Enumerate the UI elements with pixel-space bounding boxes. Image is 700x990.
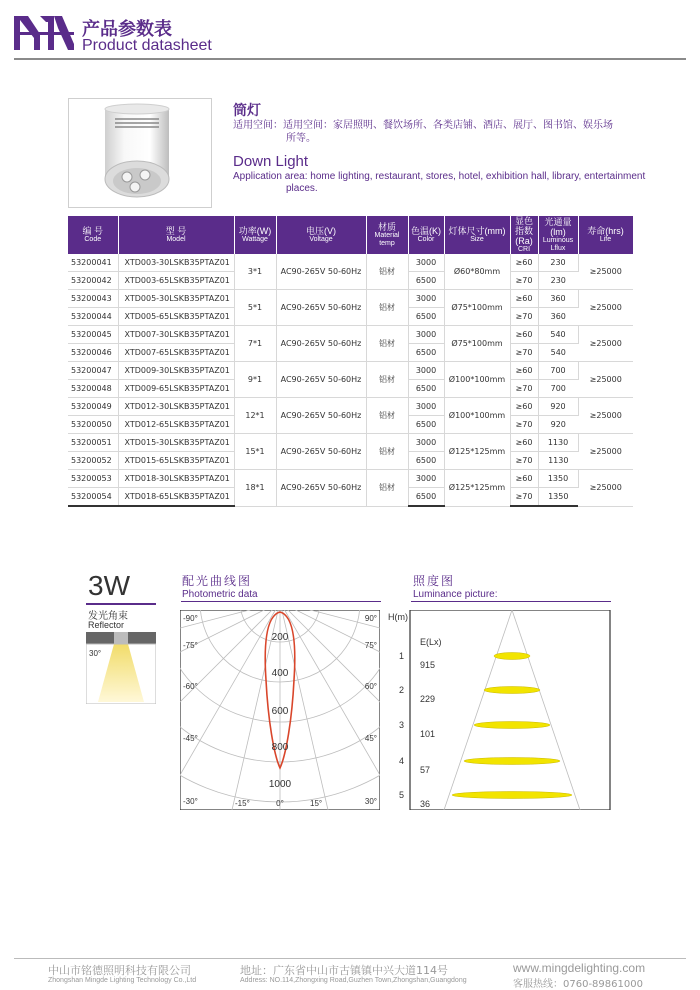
column-header-en: CRI	[517, 246, 531, 253]
angle-label-right-3: 45°	[364, 734, 377, 743]
column-header-cn: 灯体尺寸(mm)	[448, 226, 506, 236]
angle-label-bottom-0: -15°	[235, 799, 250, 808]
size-cell: Ø100*100mm	[444, 398, 510, 434]
column-header-cn: 型 号	[165, 226, 187, 236]
table-row	[68, 254, 633, 272]
life-cell: ≥25000	[578, 254, 633, 290]
model-cell: XTD009-65LSKB35PTAZ01	[118, 380, 234, 398]
size-cell: Ø75*100mm	[444, 326, 510, 362]
cri-cell: ≥70	[510, 488, 538, 507]
flux-cell: 1130	[538, 452, 578, 470]
column-header-cn: 功率(W)	[238, 226, 272, 236]
cri-cell: ≥70	[510, 272, 538, 290]
voltage-cell: AC90-265V 50-60Hz	[276, 290, 366, 326]
angle-label-right-4: 30°	[364, 797, 377, 806]
material-cell: 铝材	[366, 326, 408, 362]
voltage-cell: AC90-265V 50-60Hz	[276, 434, 366, 470]
code-cell: 53200053	[68, 470, 118, 488]
wattage-cell: 12*1	[234, 398, 276, 434]
table-row	[68, 290, 633, 308]
code-cell: 53200046	[68, 344, 118, 362]
code-cell: 53200042	[68, 272, 118, 290]
column-header-8	[538, 216, 578, 254]
header-title-en: Product datasheet	[82, 37, 212, 54]
material-cell: 铝材	[366, 254, 408, 290]
flux-cell: 700	[538, 362, 578, 380]
polar-chart	[180, 610, 380, 810]
table-header-row	[68, 216, 633, 254]
cri-cell: ≥60	[510, 254, 538, 272]
photometric-underline	[181, 601, 381, 602]
column-header-cn: 显色 指数 (Ra)	[514, 216, 533, 246]
intensity-600: 600	[271, 706, 289, 717]
angle-label-left-4: -30°	[183, 797, 198, 806]
cct-cell: 6500	[408, 488, 444, 507]
intensity-200: 200	[271, 632, 289, 643]
angle-label-right-0: 90°	[364, 614, 377, 623]
height-label-2: 2	[398, 685, 404, 695]
cct-cell: 3000	[408, 362, 444, 380]
model-cell: XTD012-30LSKB35PTAZ01	[118, 398, 234, 416]
code-cell: 53200051	[68, 434, 118, 452]
height-label-1: 1	[398, 651, 404, 661]
cri-cell: ≥60	[510, 326, 538, 344]
material-cell: 铝材	[366, 362, 408, 398]
cct-cell: 3000	[408, 254, 444, 272]
cct-cell: 6500	[408, 416, 444, 434]
lux-value-4: 57	[420, 765, 431, 775]
luminance-underline	[411, 601, 611, 602]
angle-label-left-2: -60°	[183, 682, 198, 691]
table-row	[68, 326, 633, 344]
cri-cell: ≥70	[510, 344, 538, 362]
column-header-1	[118, 216, 234, 254]
column-header-cn: 寿命(hrs)	[587, 226, 624, 236]
intensity-800: 800	[271, 742, 289, 753]
lux-value-1: 915	[420, 660, 436, 670]
angle-label-left-1: -75°	[183, 641, 198, 650]
footer-hotline: 客服热线：0760-89861000	[513, 979, 643, 990]
flux-cell: 540	[538, 326, 578, 344]
product-name-cn: 筒灯	[233, 103, 261, 119]
model-cell: XTD007-65LSKB35PTAZ01	[118, 344, 234, 362]
flux-cell: 920	[538, 416, 578, 434]
wattage-cell: 3*1	[234, 254, 276, 290]
lux-value-5: 36	[420, 799, 431, 809]
model-cell: XTD007-30LSKB35PTAZ01	[118, 326, 234, 344]
life-cell: ≥25000	[578, 290, 633, 326]
cct-cell: 6500	[408, 452, 444, 470]
reflector-label-en: Reflector	[88, 620, 125, 630]
column-header-en: Material temp	[374, 232, 400, 247]
column-header-en: Size	[470, 236, 484, 243]
code-cell: 53200041	[68, 254, 118, 272]
code-cell: 53200045	[68, 326, 118, 344]
footer-address-en: Address: NO.114,Zhongxing Road,Guzhen Town,Zhongshan,Guangdong	[240, 977, 467, 984]
model-cell: XTD005-65LSKB35PTAZ01	[118, 308, 234, 326]
wattage-cell: 5*1	[234, 290, 276, 326]
cct-cell: 6500	[408, 308, 444, 326]
flux-cell: 360	[538, 308, 578, 326]
application-en	[233, 171, 653, 195]
reflector-diagram	[86, 632, 156, 704]
model-cell: XTD018-30LSKB35PTAZ01	[118, 470, 234, 488]
flux-cell: 540	[538, 344, 578, 362]
model-cell: XTD015-65LSKB35PTAZ01	[118, 452, 234, 470]
flux-cell: 920	[538, 398, 578, 416]
flux-cell: 1350	[538, 470, 578, 488]
model-cell: XTD009-30LSKB35PTAZ01	[118, 362, 234, 380]
height-axis-label: H(m)	[388, 612, 408, 622]
wattage-cell: 7*1	[234, 326, 276, 362]
material-cell: 铝材	[366, 290, 408, 326]
voltage-cell: AC90-265V 50-60Hz	[276, 326, 366, 362]
column-header-5	[408, 216, 444, 254]
footer-company-en: Zhongshan Mingde Lighting Technology Co.,Ltd	[48, 977, 197, 984]
flux-cell: 230	[538, 272, 578, 290]
column-header-7	[510, 216, 538, 254]
flux-cell: 230	[538, 254, 578, 272]
voltage-cell: AC90-265V 50-60Hz	[276, 470, 366, 507]
column-header-cn: 编 号	[82, 226, 103, 236]
size-cell: Ø125*125mm	[444, 470, 510, 507]
table-row	[68, 398, 633, 416]
cct-cell: 6500	[408, 380, 444, 398]
lux-value-3: 101	[420, 729, 436, 739]
life-cell: ≥25000	[578, 398, 633, 434]
angle-label-left-3: -45°	[183, 734, 198, 743]
model-cell: XTD018-65LSKB35PTAZ01	[118, 488, 234, 507]
cri-cell: ≥60	[510, 362, 538, 380]
life-cell: ≥25000	[578, 434, 633, 470]
column-header-en: Wattage	[242, 236, 268, 243]
cct-cell: 6500	[408, 344, 444, 362]
code-cell: 53200047	[68, 362, 118, 380]
angle-label-right-1: 75°	[364, 641, 377, 650]
application-cn-line2: 所等。	[286, 133, 316, 144]
application-cn	[233, 119, 653, 145]
table-row	[68, 470, 633, 488]
cct-cell: 3000	[408, 398, 444, 416]
product-name-en: Down Light	[233, 153, 309, 170]
cri-cell: ≥70	[510, 380, 538, 398]
flux-cell: 1350	[538, 488, 578, 507]
luminance-title-cn: 照度图	[413, 574, 456, 588]
angle-label-right-2: 60°	[364, 682, 377, 691]
life-cell: ≥25000	[578, 470, 633, 507]
cri-cell: ≥60	[510, 398, 538, 416]
light-spot-5	[452, 792, 572, 799]
angle-label-bottom-1: 0°	[276, 799, 284, 808]
luminance-title-en: Luminance picture:	[413, 589, 498, 600]
cri-cell: ≥70	[510, 416, 538, 434]
cct-cell: 3000	[408, 470, 444, 488]
wattage-cell: 18*1	[234, 470, 276, 507]
voltage-cell: AC90-265V 50-60Hz	[276, 254, 366, 290]
downlight-image	[69, 99, 211, 207]
application-en-line2: places.	[286, 183, 318, 194]
height-label-5: 5	[398, 790, 404, 800]
wattage-cell: 15*1	[234, 434, 276, 470]
spec-table	[68, 216, 634, 507]
code-cell: 53200054	[68, 488, 118, 507]
cct-cell: 3000	[408, 290, 444, 308]
footer-address-cn: 地址：广东省中山市古镇镇中兴大道114号	[240, 964, 448, 977]
wattage-underline	[86, 603, 156, 605]
column-header-en: Code	[84, 236, 102, 243]
footer-divider	[14, 958, 686, 959]
lux-value-2: 229	[420, 694, 436, 704]
model-cell: XTD003-65LSKB35PTAZ01	[118, 272, 234, 290]
column-header-4	[366, 216, 408, 254]
flux-cell: 1130	[538, 434, 578, 452]
column-header-en: Color	[417, 236, 435, 243]
material-cell: 铝材	[366, 434, 408, 470]
code-cell: 53200049	[68, 398, 118, 416]
code-cell: 53200043	[68, 290, 118, 308]
column-header-3	[276, 216, 366, 254]
cri-cell: ≥60	[510, 470, 538, 488]
column-header-cn: 光通量 (lm)	[544, 217, 572, 237]
code-cell: 53200050	[68, 416, 118, 434]
size-cell: Ø60*80mm	[444, 254, 510, 290]
material-cell: 铝材	[366, 398, 408, 434]
code-cell: 53200048	[68, 380, 118, 398]
flux-cell: 700	[538, 380, 578, 398]
beam-angle-label: 30°	[89, 649, 102, 658]
footer-company-cn: 中山市铭德照明科技有限公司	[48, 964, 191, 977]
cct-cell: 6500	[408, 272, 444, 290]
wattage-cell: 9*1	[234, 362, 276, 398]
light-spot-1	[494, 653, 530, 660]
life-cell: ≥25000	[578, 362, 633, 398]
column-header-6	[444, 216, 510, 254]
size-cell: Ø125*125mm	[444, 434, 510, 470]
model-cell: XTD012-65LSKB35PTAZ01	[118, 416, 234, 434]
cri-cell: ≥60	[510, 290, 538, 308]
company-logo	[14, 14, 76, 52]
light-spot-4	[464, 758, 560, 765]
column-header-en: Luminous Lflux	[542, 237, 574, 252]
cct-cell: 3000	[408, 326, 444, 344]
voltage-cell: AC90-265V 50-60Hz	[276, 398, 366, 434]
wattage-heading: 3W	[88, 570, 130, 601]
angle-label-left-0: -90°	[183, 614, 198, 623]
light-spot-2	[484, 687, 540, 694]
code-cell: 53200052	[68, 452, 118, 470]
column-header-cn: 电压(V)	[306, 226, 336, 236]
intensity-400: 400	[271, 668, 289, 679]
model-cell: XTD005-30LSKB35PTAZ01	[118, 290, 234, 308]
voltage-cell: AC90-265V 50-60Hz	[276, 362, 366, 398]
luminance-chart	[384, 610, 614, 810]
application-en-line1: Application area: home lighting, restaurant, stores, hotel, exhibition hall, library, entertainment	[233, 171, 646, 182]
material-cell: 铝材	[366, 470, 408, 507]
light-spot-3	[474, 722, 550, 729]
cri-cell: ≥70	[510, 452, 538, 470]
intensity-1000: 1000	[268, 779, 292, 790]
application-cn-line1: 适用空间：适用空间：家居照明、餐饮场所、各类店铺、酒店、展厅、图书馆、娱乐场	[233, 120, 613, 131]
photometric-title-cn: 配光曲线图	[182, 574, 253, 588]
table-row	[68, 362, 633, 380]
column-header-cn: 色温(K)	[411, 226, 441, 236]
model-cell: XTD015-30LSKB35PTAZ01	[118, 434, 234, 452]
photometric-title-en: Photometric data	[182, 589, 258, 600]
cri-cell: ≥60	[510, 434, 538, 452]
life-cell: ≥25000	[578, 326, 633, 362]
header-title-cn: 产品参数表	[82, 19, 172, 40]
flux-cell: 360	[538, 290, 578, 308]
code-cell: 53200044	[68, 308, 118, 326]
column-header-cn: 材质	[377, 222, 396, 232]
cct-cell: 3000	[408, 434, 444, 452]
size-cell: Ø75*100mm	[444, 290, 510, 326]
cri-cell: ≥70	[510, 308, 538, 326]
column-header-en: Model	[166, 236, 186, 243]
column-header-en: Life	[599, 236, 612, 243]
header-divider	[14, 58, 686, 60]
lux-axis-label: E(Lx)	[420, 637, 442, 647]
reflector-label-cn: 发光角束	[88, 611, 128, 622]
height-label-4: 4	[398, 756, 404, 766]
height-label-3: 3	[398, 720, 404, 730]
column-header-en: Voltage	[309, 236, 333, 243]
table-row	[68, 434, 633, 452]
column-header-2	[234, 216, 276, 254]
size-cell: Ø100*100mm	[444, 362, 510, 398]
column-header-0	[68, 216, 118, 254]
column-header-9	[578, 216, 633, 254]
product-photo	[68, 98, 212, 208]
footer-website-link[interactable]: www.mingdelighting.com	[513, 961, 646, 975]
angle-label-bottom-2: 15°	[310, 799, 323, 808]
table-body	[68, 254, 633, 506]
model-cell: XTD003-30LSKB35PTAZ01	[118, 254, 234, 272]
